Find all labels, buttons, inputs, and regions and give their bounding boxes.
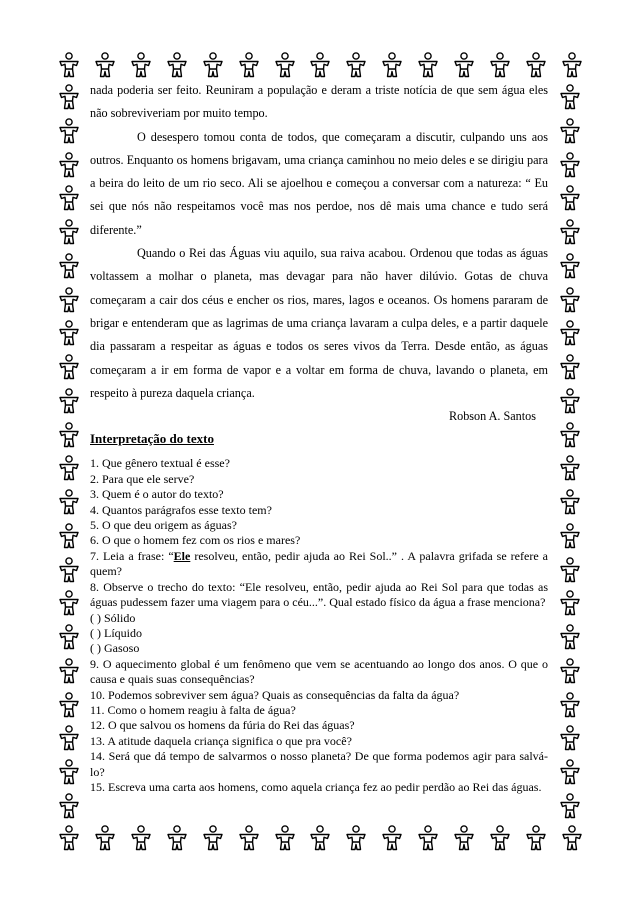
child-figure-icon — [558, 219, 582, 245]
question-text: resolveu, então, pedir ajuda ao Rei Sol..” . A palavra grifada se refere a quem? — [90, 548, 548, 579]
child-figure-icon — [558, 624, 582, 650]
child-figure-icon — [129, 52, 153, 78]
child-figure-icon — [57, 118, 81, 144]
question-item: 2. Para que ele serve? — [90, 471, 195, 486]
child-figure-icon — [308, 825, 332, 851]
question-item: 11. Como o homem reagiu à falta de água? — [90, 702, 296, 717]
highlighted-word: Ele — [173, 548, 191, 563]
child-figure-icon — [344, 52, 368, 78]
question-item: 6. O que o homem fez com os rios e mares? — [90, 533, 301, 548]
child-figure-icon — [57, 287, 81, 313]
child-figure-icon — [558, 658, 582, 684]
child-figure-icon — [237, 825, 261, 851]
child-figure-icon — [57, 219, 81, 245]
question-item: 8. Observe o trecho do texto: “Ele resolveu, então, pedir ajuda ao Rei Sol para que todas as águas pudessem fazer uma viagem para o céu...”. Qual estado físico da água a frase menciona? — [90, 579, 548, 610]
child-figure-icon — [558, 185, 582, 211]
page-content — [90, 79, 548, 795]
question-item: 10. Podemos sobreviver sem água? Quais as consequências da falta da água? — [90, 687, 460, 702]
child-figure-icon — [558, 253, 582, 279]
child-figure-icon — [524, 825, 548, 851]
child-figure-icon — [57, 557, 81, 583]
child-figure-icon — [560, 52, 584, 78]
child-figure-icon — [165, 825, 189, 851]
child-figure-icon — [129, 825, 153, 851]
child-figure-icon — [273, 52, 297, 78]
child-figure-icon — [488, 52, 512, 78]
child-figure-icon — [558, 692, 582, 718]
child-figure-icon — [344, 825, 368, 851]
question-item: 14. Será que dá tempo de salvarmos o nosso planeta? De que forma podemos agir para salvá-lo? — [90, 749, 548, 779]
border-left — [57, 84, 83, 819]
question-item: 15. Escreva uma carta aos homens, como aquela criança fez ao pedir perdão ao Rei das águas. — [90, 779, 542, 794]
child-figure-icon — [558, 354, 582, 380]
child-figure-icon — [57, 455, 81, 481]
border-bottom — [57, 825, 584, 851]
child-figure-icon — [558, 320, 582, 346]
child-figure-icon — [57, 52, 81, 78]
child-figure-icon — [57, 624, 81, 650]
child-figure-icon — [558, 118, 582, 144]
story-paragraph: nada poderia ser feito. Reuniram a população e deram a triste notícia de que sem água eles não sobreviveriam por muito tempo. — [90, 83, 548, 121]
child-figure-icon — [57, 84, 81, 110]
child-figure-icon — [558, 759, 582, 785]
child-figure-icon — [237, 52, 261, 78]
child-figure-icon — [558, 557, 582, 583]
child-figure-icon — [558, 523, 582, 549]
question-item: 3. Quem é o autor do texto? — [90, 487, 224, 502]
child-figure-icon — [57, 825, 81, 851]
question-item — [90, 549, 548, 580]
question-item: 13. A atitude daquela criança significa o que pra você? — [90, 733, 352, 748]
child-figure-icon — [558, 388, 582, 414]
child-figure-icon — [416, 825, 440, 851]
child-figure-icon — [558, 84, 582, 110]
story-text — [90, 79, 548, 405]
child-figure-icon — [452, 825, 476, 851]
child-figure-icon — [57, 388, 81, 414]
child-figure-icon — [558, 422, 582, 448]
question-item: 9. O aquecimento global é um fenômeno que vem se acentuando ao longo dos anos. O que o causa e quais suas consequências? — [90, 656, 548, 687]
child-figure-icon — [308, 52, 332, 78]
child-figure-icon — [57, 354, 81, 380]
story-paragraph: O desespero tomou conta de todos, que começaram a discutir, culpando uns aos outros. Enquanto os homens brigavam, uma criança caminhou no meio deles e se dirigiu para a beira do leito de um rio seco. Ali se ajoelhou e começou a conversar com a natureza: “ Eu sei que nós não respeitamos você mas nos perdoe, nos dê mais uma chance e tudo será diferente.” — [90, 129, 548, 237]
border-top — [57, 52, 584, 78]
child-figure-icon — [380, 825, 404, 851]
child-figure-icon — [201, 52, 225, 78]
question-text: 7. Leia a frase: “ — [90, 548, 174, 563]
child-figure-icon — [93, 52, 117, 78]
child-figure-icon — [93, 825, 117, 851]
child-figure-icon — [57, 152, 81, 178]
child-figure-icon — [57, 590, 81, 616]
child-figure-icon — [57, 422, 81, 448]
question-item: 5. O que deu origem as águas? — [90, 518, 237, 533]
child-figure-icon — [165, 52, 189, 78]
child-figure-icon — [57, 793, 81, 819]
child-figure-icon — [558, 152, 582, 178]
child-figure-icon — [57, 759, 81, 785]
child-figure-icon — [57, 725, 81, 751]
child-figure-icon — [560, 825, 584, 851]
question-item: 12. O que salvou os homens da fúria do Rei das águas? — [90, 718, 355, 733]
section-title: Interpretação do texto — [90, 431, 214, 447]
child-figure-icon — [57, 658, 81, 684]
child-figure-icon — [57, 185, 81, 211]
child-figure-icon — [416, 52, 440, 78]
child-figure-icon — [57, 320, 81, 346]
child-figure-icon — [57, 253, 81, 279]
child-figure-icon — [380, 52, 404, 78]
child-figure-icon — [57, 523, 81, 549]
question-item: ( ) Gasoso — [90, 641, 140, 656]
child-figure-icon — [57, 692, 81, 718]
questions-list — [90, 456, 548, 795]
child-figure-icon — [57, 489, 81, 515]
child-figure-icon — [558, 287, 582, 313]
story-paragraph: Quando o Rei das Águas viu aquilo, sua raiva acabou. Ordenou que todas as águas voltassem a molhar o planeta, mas devagar para não haver dilúvio. Gotas de chuva começaram a cair dos céus e encher os rios, mares, lagos e oceanos. Os homens pararam de brigar e entenderam que as lagrimas de uma criança lavaram a culpa deles, e a partir daquele dia passaram a respeitar as águas e todos os seres vivos da Terra. Desde então, as águas começaram a ir em forma de vapor e a voltar em forma de chuva, lavando o planeta, em respeito à pureza daquela criança. — [90, 246, 548, 400]
child-figure-icon — [452, 52, 476, 78]
child-figure-icon — [558, 793, 582, 819]
child-figure-icon — [524, 52, 548, 78]
child-figure-icon — [558, 489, 582, 515]
child-figure-icon — [201, 825, 225, 851]
question-item: ( ) Líquido — [90, 625, 142, 640]
question-item: 4. Quantos parágrafos esse texto tem? — [90, 502, 272, 517]
child-figure-icon — [558, 455, 582, 481]
question-item: ( ) Sólido — [90, 610, 136, 625]
author: Robson A. Santos — [448, 409, 536, 424]
child-figure-icon — [273, 825, 297, 851]
question-item: 1. Que gênero textual é esse? — [90, 456, 230, 471]
border-right — [558, 84, 584, 819]
child-figure-icon — [558, 590, 582, 616]
child-figure-icon — [488, 825, 512, 851]
child-figure-icon — [558, 725, 582, 751]
